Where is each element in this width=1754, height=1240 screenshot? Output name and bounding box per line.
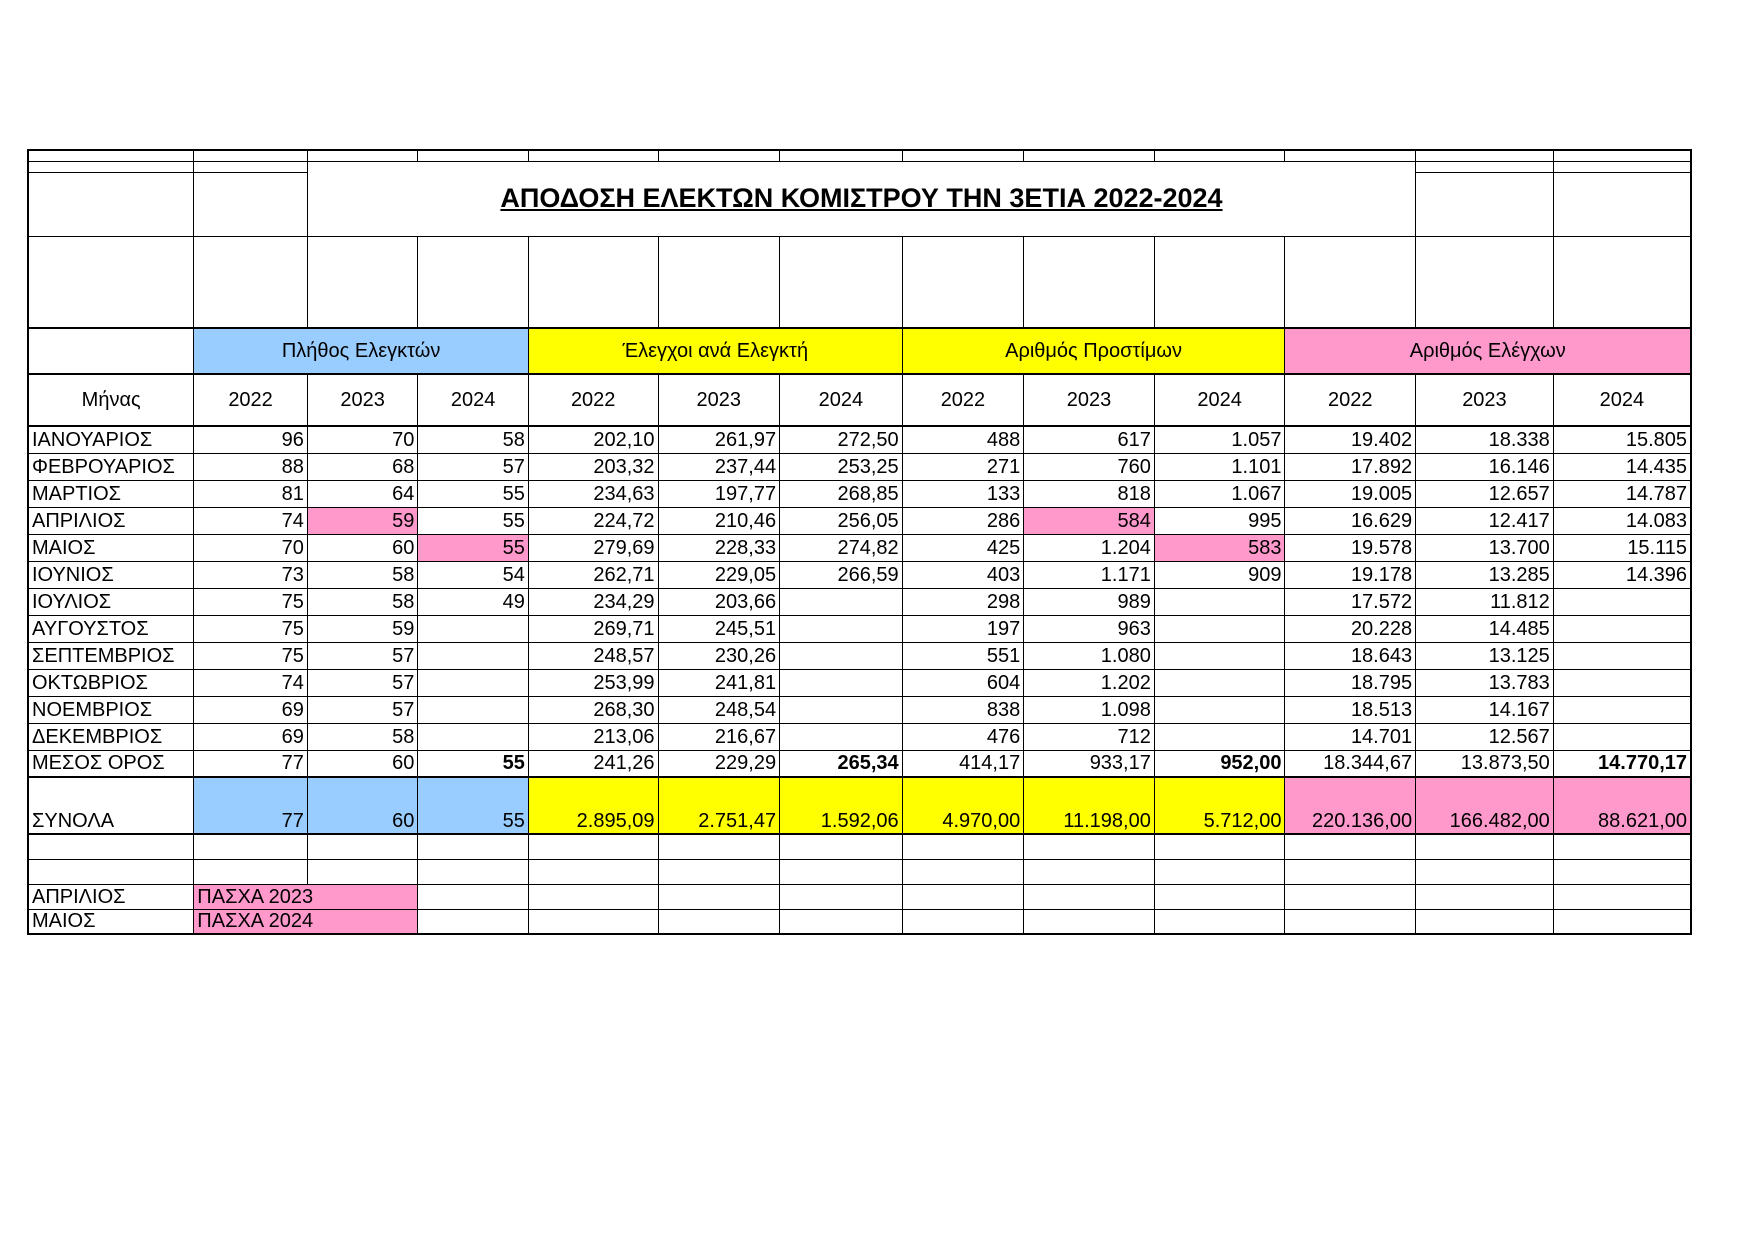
empty-cell [1416,909,1554,934]
empty-cell [1553,909,1691,934]
value-cell: 70 [307,426,418,453]
value-cell [780,669,903,696]
table-row [28,615,1691,642]
empty-cell [658,909,780,934]
value-cell: 1.171 [1024,561,1155,588]
value-cell [1154,723,1285,750]
value-cell: 197,77 [658,480,780,507]
empty-cell [1154,834,1285,859]
value-cell [418,669,529,696]
value-cell: 20.228 [1285,615,1416,642]
value-cell: 59 [307,615,418,642]
totals-value: 4.970,00 [902,777,1024,834]
year-header: 2024 [780,374,903,426]
average-value: 77 [194,750,308,777]
value-cell: 202,10 [528,426,658,453]
value-cell [1553,669,1691,696]
value-cell: 13.783 [1416,669,1554,696]
note-label: ΠΑΣΧΑ 2023 [194,884,418,909]
value-cell: 228,33 [658,534,780,561]
value-cell [1553,696,1691,723]
month-cell: ΙΑΝΟΥΑΡΙΟΣ [28,426,194,453]
note-row [28,884,1691,909]
value-cell: 16.146 [1416,453,1554,480]
empty-cell [658,859,780,884]
value-cell: 55 [418,507,529,534]
empty-cell [418,859,529,884]
table-row [28,480,1691,507]
value-cell: 69 [194,723,308,750]
empty-cell [528,834,658,859]
empty-cell [780,859,903,884]
page-title: ΑΠΟΔΟΣΗ ΕΛΕΚΤΩΝ ΚΟΜΙΣΤΡΟΥ ΤΗΝ 3ΕΤΙΑ 2022-2024 [307,161,1415,236]
empty-cell [28,859,194,884]
totals-value: 1.592,06 [780,777,903,834]
value-cell: 604 [902,669,1024,696]
empty-cell [1024,884,1155,909]
value-cell [1154,642,1285,669]
empty-cell [1285,909,1416,934]
month-cell: ΝΟΕΜΒΡΙΟΣ [28,696,194,723]
totals-value: 166.482,00 [1416,777,1554,834]
month-column-header: Μήνας [28,374,194,426]
year-header-row [28,374,1691,426]
value-cell: 18.643 [1285,642,1416,669]
value-cell: 1.057 [1154,426,1285,453]
value-cell: 248,57 [528,642,658,669]
year-header: 2023 [1416,374,1554,426]
totals-value: 5.712,00 [1154,777,1285,834]
value-cell: 272,50 [780,426,903,453]
totals-label: ΣΥΝΟΛΑ [28,777,194,834]
note-row [28,909,1691,934]
value-cell: 57 [418,453,529,480]
value-cell: 203,32 [528,453,658,480]
value-cell [780,696,903,723]
value-cell: 58 [418,426,529,453]
value-cell: 1.101 [1154,453,1285,480]
value-cell [780,642,903,669]
table-row [28,669,1691,696]
value-cell: 197 [902,615,1024,642]
average-row [28,750,1691,777]
value-cell: 286 [902,507,1024,534]
value-cell: 230,26 [658,642,780,669]
empty-cell [194,834,308,859]
value-cell: 14.435 [1553,453,1691,480]
value-cell: 14.701 [1285,723,1416,750]
value-cell: 60 [307,534,418,561]
group-header-inspectors: Πλήθος Ελεγκτών [194,328,529,374]
empty-row [28,859,1691,884]
value-cell: 57 [307,669,418,696]
year-header: 2024 [418,374,529,426]
value-cell: 1.098 [1024,696,1155,723]
value-cell: 19.578 [1285,534,1416,561]
value-cell: 584 [1024,507,1155,534]
value-cell: 17.892 [1285,453,1416,480]
month-cell: ΙΟΥΛΙΟΣ [28,588,194,615]
value-cell: 14.485 [1416,615,1554,642]
month-cell: ΔΕΚΕΜΒΡΙΟΣ [28,723,194,750]
empty-row [28,236,1691,328]
value-cell: 15.115 [1553,534,1691,561]
table-row [28,696,1691,723]
value-cell: 19.178 [1285,561,1416,588]
table-row [28,453,1691,480]
value-cell: 14.787 [1553,480,1691,507]
value-cell: 13.285 [1416,561,1554,588]
note-month: ΜΑΙΟΣ [28,909,194,934]
value-cell [418,615,529,642]
value-cell: 12.567 [1416,723,1554,750]
average-value: 241,26 [528,750,658,777]
average-value: 55 [418,750,529,777]
value-cell: 617 [1024,426,1155,453]
value-cell: 75 [194,642,308,669]
month-cell: ΣΕΠΤΕΜΒΡΙΟΣ [28,642,194,669]
average-value: 952,00 [1154,750,1285,777]
average-value: 265,34 [780,750,903,777]
spacer-row [28,161,1691,172]
group-header-row [28,328,1691,374]
value-cell: 88 [194,453,308,480]
value-cell: 64 [307,480,418,507]
value-cell: 49 [418,588,529,615]
value-cell: 1.202 [1024,669,1155,696]
value-cell: 18.513 [1285,696,1416,723]
spreadsheet-page [27,149,1692,996]
year-header: 2022 [902,374,1024,426]
value-cell: 256,05 [780,507,903,534]
empty-cell [902,884,1024,909]
value-cell [1154,615,1285,642]
empty-cell [902,909,1024,934]
value-cell: 58 [307,588,418,615]
value-cell: 13.700 [1416,534,1554,561]
value-cell: 213,06 [528,723,658,750]
month-cell: ΑΥΓΟΥΣΤΟΣ [28,615,194,642]
value-cell: 271 [902,453,1024,480]
empty-cell [1285,834,1416,859]
value-cell: 16.629 [1285,507,1416,534]
table-row [28,588,1691,615]
value-cell: 245,51 [658,615,780,642]
value-cell: 241,81 [658,669,780,696]
value-cell: 261,97 [658,426,780,453]
value-cell: 11.812 [1416,588,1554,615]
value-cell: 818 [1024,480,1155,507]
empty-cell [658,834,780,859]
value-cell: 269,71 [528,615,658,642]
totals-value: 60 [307,777,418,834]
empty-cell [902,834,1024,859]
value-cell: 73 [194,561,308,588]
note-label: ΠΑΣΧΑ 2024 [194,909,418,934]
table-row [28,507,1691,534]
value-cell [418,723,529,750]
totals-value: 11.198,00 [1024,777,1155,834]
value-cell [1553,723,1691,750]
average-value: 14.770,17 [1553,750,1691,777]
totals-value: 2.895,09 [528,777,658,834]
empty-cell [418,834,529,859]
value-cell [780,615,903,642]
empty-cell [1285,859,1416,884]
empty-cell [1416,859,1554,884]
empty-cell [28,834,194,859]
value-cell: 58 [307,561,418,588]
value-cell: 253,99 [528,669,658,696]
value-cell: 74 [194,669,308,696]
value-cell: 229,05 [658,561,780,588]
value-cell: 268,30 [528,696,658,723]
value-cell: 59 [307,507,418,534]
value-cell: 19.005 [1285,480,1416,507]
empty-cell [1553,884,1691,909]
empty-cell [1285,884,1416,909]
empty-row [28,834,1691,859]
value-cell: 583 [1154,534,1285,561]
value-cell: 75 [194,615,308,642]
value-cell: 1.204 [1024,534,1155,561]
value-cell: 19.402 [1285,426,1416,453]
value-cell: 963 [1024,615,1155,642]
month-cell: ΜΑΙΟΣ [28,534,194,561]
value-cell: 234,29 [528,588,658,615]
value-cell [1154,588,1285,615]
empty-cell [780,834,903,859]
group-header-checks-per-inspector: Έλεγχοι ανά Ελεγκτή [528,328,902,374]
value-cell: 14.167 [1416,696,1554,723]
totals-value: 2.751,47 [658,777,780,834]
value-cell: 224,72 [528,507,658,534]
empty-cell [194,859,308,884]
value-cell: 216,67 [658,723,780,750]
empty-cell [307,859,418,884]
value-cell [1154,696,1285,723]
group-header-checks: Αριθμός Ελέγχων [1285,328,1691,374]
value-cell: 989 [1024,588,1155,615]
table-row [28,642,1691,669]
value-cell: 909 [1154,561,1285,588]
year-header: 2023 [307,374,418,426]
value-cell: 57 [307,642,418,669]
value-cell: 70 [194,534,308,561]
value-cell: 234,63 [528,480,658,507]
totals-value: 55 [418,777,529,834]
empty-cell [418,884,529,909]
value-cell: 68 [307,453,418,480]
empty-cell [528,859,658,884]
empty-cell [1416,834,1554,859]
average-value: 13.873,50 [1416,750,1554,777]
empty-cell [1024,909,1155,934]
empty-cell [658,884,780,909]
value-cell [780,723,903,750]
value-cell: 268,85 [780,480,903,507]
value-cell: 1.080 [1024,642,1155,669]
value-cell: 203,66 [658,588,780,615]
value-cell: 253,25 [780,453,903,480]
note-month: ΑΠΡΙΛΙΟΣ [28,884,194,909]
year-header: 2022 [194,374,308,426]
value-cell: 1.067 [1154,480,1285,507]
month-cell: ΑΠΡΙΛΙΟΣ [28,507,194,534]
average-value: 414,17 [902,750,1024,777]
empty-cell [1154,859,1285,884]
value-cell: 488 [902,426,1024,453]
empty-cell [418,909,529,934]
average-label: ΜΕΣΟΣ ΟΡΟΣ [28,750,194,777]
year-header: 2023 [1024,374,1155,426]
average-value: 18.344,67 [1285,750,1416,777]
empty-cell [1553,859,1691,884]
value-cell: 266,59 [780,561,903,588]
year-header: 2022 [1285,374,1416,426]
empty-cell [1024,859,1155,884]
value-cell: 12.657 [1416,480,1554,507]
value-cell: 74 [194,507,308,534]
year-header: 2024 [1154,374,1285,426]
value-cell: 96 [194,426,308,453]
empty-cell [1154,909,1285,934]
value-cell [1553,615,1691,642]
value-cell: 551 [902,642,1024,669]
empty-cell [1154,884,1285,909]
month-cell: ΦΕΒΡΟΥΑΡΙΟΣ [28,453,194,480]
empty-cell [780,884,903,909]
value-cell: 279,69 [528,534,658,561]
value-cell: 75 [194,588,308,615]
value-cell [1154,669,1285,696]
empty-cell [307,834,418,859]
value-cell: 237,44 [658,453,780,480]
group-header-fines: Αριθμός Προστίμων [902,328,1285,374]
value-cell: 17.572 [1285,588,1416,615]
value-cell: 298 [902,588,1024,615]
value-cell: 14.396 [1553,561,1691,588]
value-cell: 133 [902,480,1024,507]
value-cell: 14.083 [1553,507,1691,534]
value-cell: 262,71 [528,561,658,588]
value-cell: 248,54 [658,696,780,723]
empty-cell [1416,884,1554,909]
value-cell [418,696,529,723]
value-cell [418,642,529,669]
year-header: 2023 [658,374,780,426]
value-cell: 210,46 [658,507,780,534]
value-cell: 55 [418,534,529,561]
average-value: 933,17 [1024,750,1155,777]
value-cell: 476 [902,723,1024,750]
value-cell [780,588,903,615]
spacer-row [28,150,1691,161]
average-value: 229,29 [658,750,780,777]
table-row [28,534,1691,561]
performance-table [27,149,1692,935]
value-cell: 54 [418,561,529,588]
value-cell: 18.795 [1285,669,1416,696]
empty-cell [780,909,903,934]
value-cell: 760 [1024,453,1155,480]
average-value: 60 [307,750,418,777]
value-cell [1553,642,1691,669]
value-cell [1553,588,1691,615]
month-cell: ΜΑΡΤΙΟΣ [28,480,194,507]
value-cell: 18.338 [1416,426,1554,453]
value-cell: 12.417 [1416,507,1554,534]
value-cell: 57 [307,696,418,723]
value-cell: 69 [194,696,308,723]
totals-row [28,777,1691,834]
value-cell: 15.805 [1553,426,1691,453]
month-cell: ΟΚΤΩΒΡΙΟΣ [28,669,194,696]
month-cell: ΙΟΥΝΙΟΣ [28,561,194,588]
table-row [28,561,1691,588]
value-cell: 403 [902,561,1024,588]
value-cell: 838 [902,696,1024,723]
value-cell: 425 [902,534,1024,561]
value-cell: 55 [418,480,529,507]
value-cell: 995 [1154,507,1285,534]
empty-cell [1024,834,1155,859]
year-header: 2024 [1553,374,1691,426]
totals-value: 88.621,00 [1553,777,1691,834]
value-cell: 58 [307,723,418,750]
empty-cell [528,909,658,934]
value-cell: 81 [194,480,308,507]
empty-cell [1553,834,1691,859]
value-cell: 13.125 [1416,642,1554,669]
value-cell: 274,82 [780,534,903,561]
totals-value: 220.136,00 [1285,777,1416,834]
value-cell: 712 [1024,723,1155,750]
empty-cell [528,884,658,909]
table-row [28,723,1691,750]
year-header: 2022 [528,374,658,426]
table-row [28,426,1691,453]
empty-cell [902,859,1024,884]
totals-value: 77 [194,777,308,834]
